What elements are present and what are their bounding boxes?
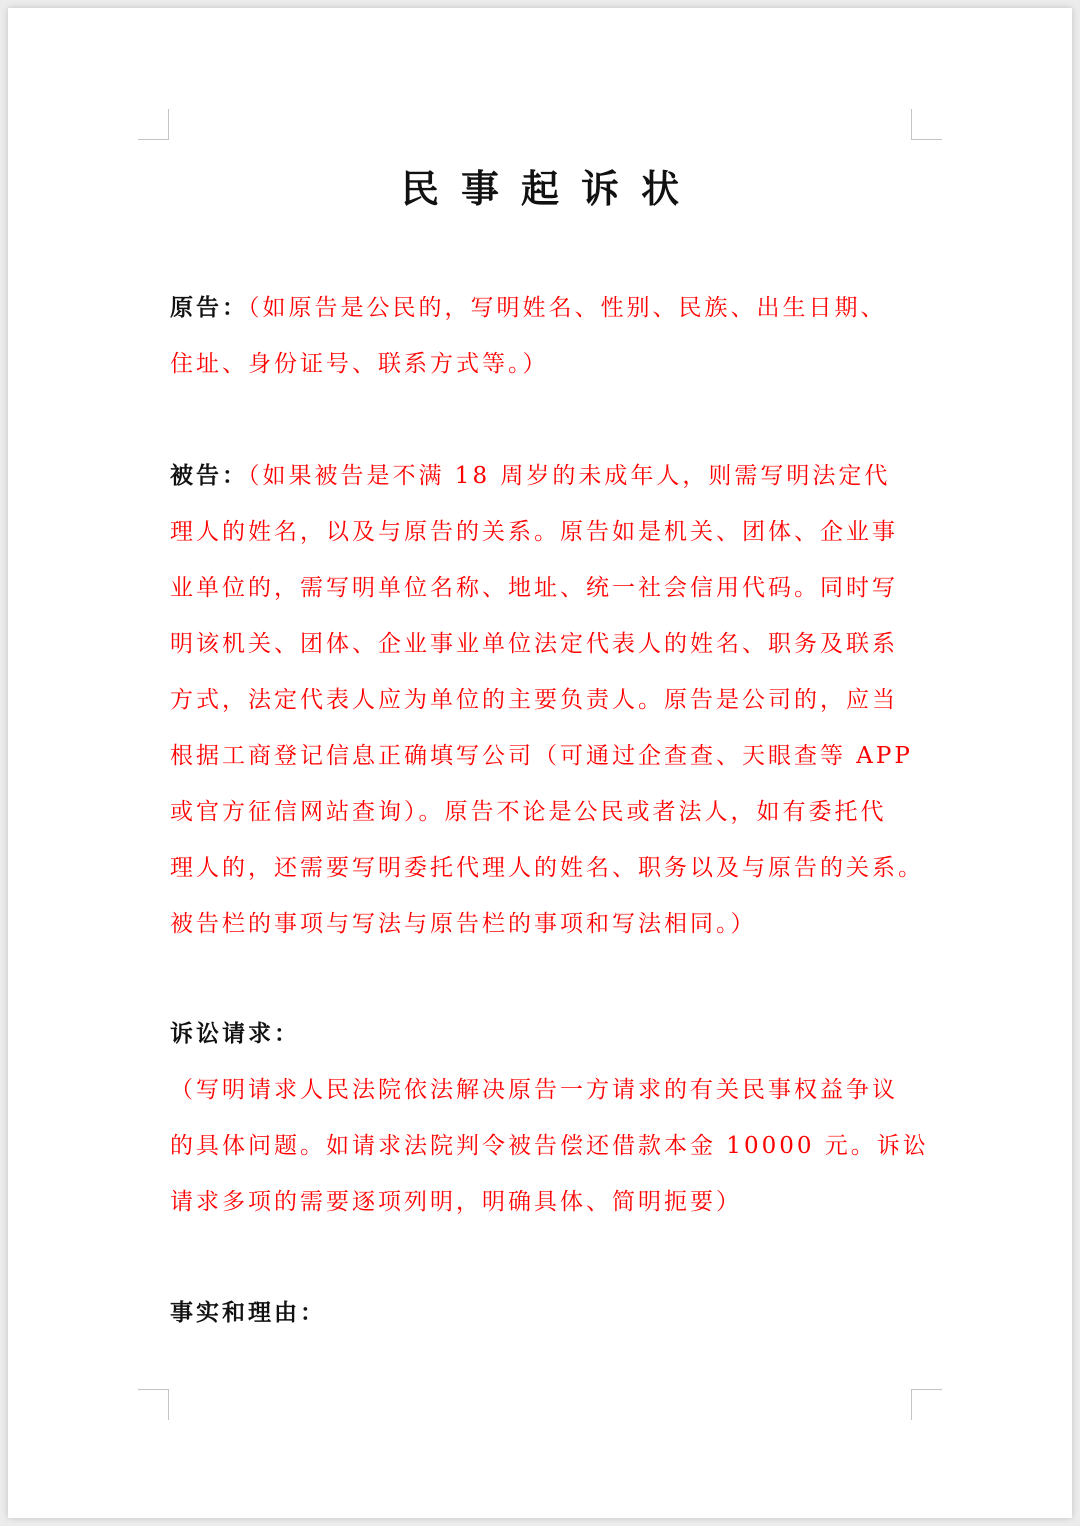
defendant-text: 明该机关、团体、企业事业单位法定代表人的姓名、职务及联系 <box>170 631 898 657</box>
defendant-text: 方式，法定代表人应为单位的主要负责人。原告是公司的，应当 <box>170 687 898 713</box>
defendant-section <box>170 448 924 952</box>
defendant-text: （如果被告是不满 18 周岁的未成年人，则需写明法定代 <box>248 463 891 489</box>
margin-corner-top-left <box>138 109 169 140</box>
defendant-text: 或官方征信网站查询）。原告不论是公民或者法人，如有委托代 <box>170 799 887 825</box>
document-title: 民事起诉状 <box>400 166 701 211</box>
claims-text: （写明请求人民法院依法解决原告一方请求的有关民事权益争议 <box>170 1077 898 1103</box>
plaintiff-section <box>170 280 920 392</box>
defendant-text: 根据工商登记信息正确填写公司（可通过企查查、天眼查等 APP <box>170 743 913 769</box>
defendant-text: 理人的，还需要写明委托代理人的姓名、职务以及与原告的关系。 <box>170 855 924 881</box>
margin-corner-bottom-right <box>911 1389 942 1420</box>
defendant-text: 业单位的，需写明单位名称、地址、统一社会信用代码。同时写 <box>170 575 898 601</box>
margin-corner-top-right <box>911 109 942 140</box>
document-page <box>8 8 1072 1518</box>
defendant-text: 被告栏的事项与写法与原告栏的事项和写法相同。） <box>170 911 757 937</box>
facts-label: 事实和理由： <box>170 1299 326 1326</box>
margin-corner-bottom-left <box>138 1389 169 1420</box>
plaintiff-label: 原告： <box>170 294 248 321</box>
plaintiff-line-1 <box>170 280 920 336</box>
claims-text: 的具体问题。如请求法院判令被告偿还借款本金 10000 元。诉讼 <box>170 1133 929 1159</box>
claims-section <box>170 1006 929 1230</box>
facts-section <box>170 1285 920 1341</box>
plaintiff-text: 住址、身份证号、联系方式等。） <box>170 351 549 377</box>
defendant-line-1 <box>170 448 920 504</box>
defendant-label: 被告： <box>170 462 248 489</box>
defendant-text: 理人的姓名，以及与原告的关系。原告如是机关、团体、企业事 <box>170 519 898 545</box>
plaintiff-text: （如原告是公民的，写明姓名、性别、民族、出生日期、 <box>248 295 887 321</box>
claims-label: 诉讼请求： <box>170 1020 300 1047</box>
claims-text: 请求多项的需要逐项列明，明确具体、简明扼要） <box>170 1189 742 1215</box>
